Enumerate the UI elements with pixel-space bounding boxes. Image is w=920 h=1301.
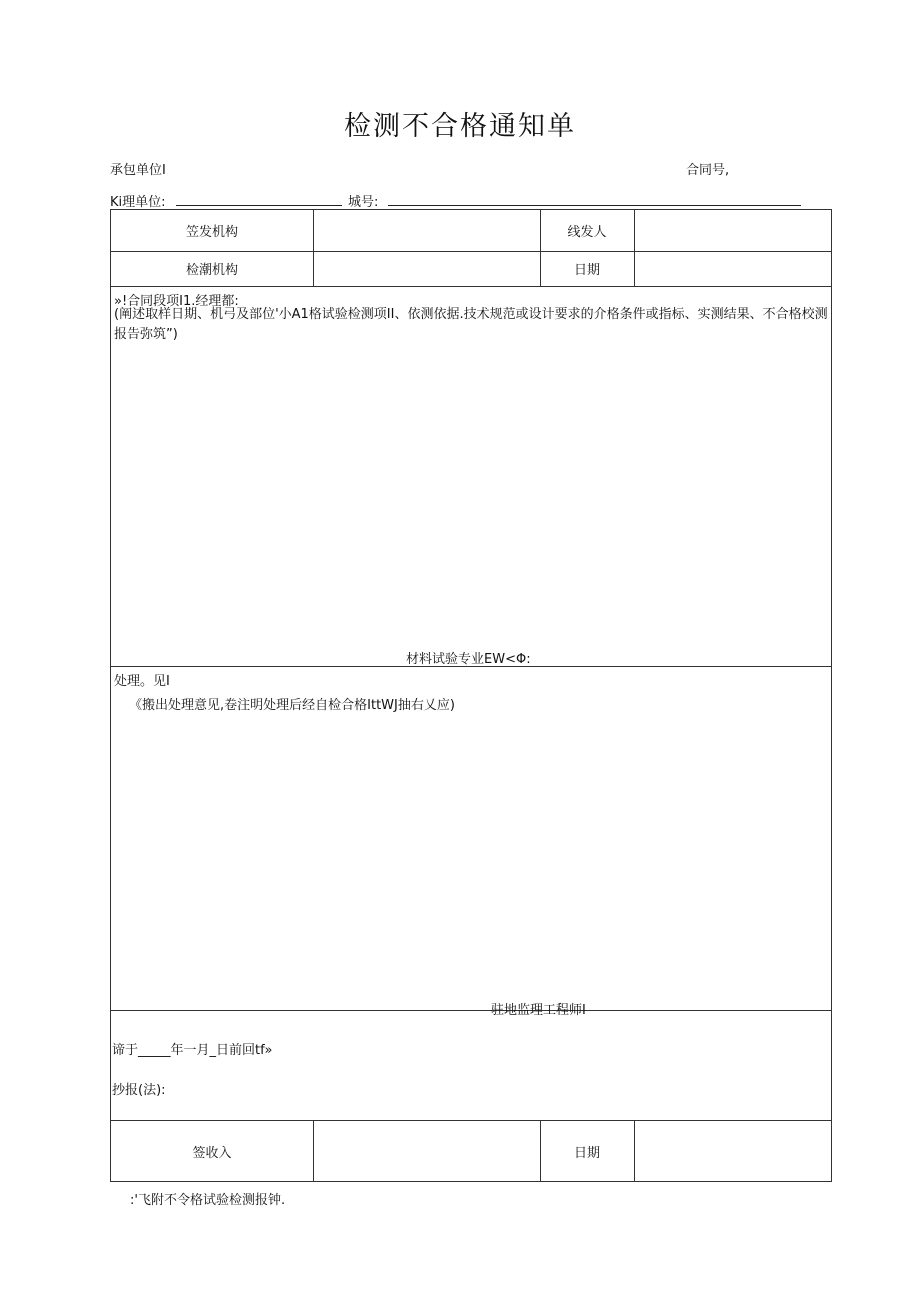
materials-engineer-signature: 材料试验专业EW<Φ: <box>406 652 531 667</box>
row-divider <box>111 286 831 287</box>
number-fill-line <box>388 205 801 206</box>
date-label: 日期 <box>573 263 600 278</box>
section2-instruction: 《搬出处理意见,卷注明处理后经自检合格IttWJ抽右乂应) <box>129 698 455 713</box>
section1-instruction: (阐述取样日期、机弓及部位'小A1格试验检测项II、依测依据.技术规范或设计要求的介格条件或指标、实测结果、不合格校测报告弥筑”) <box>114 307 828 342</box>
contract-no-label: 合同号, <box>686 163 730 178</box>
receiver-label: 签收入 <box>192 1145 232 1161</box>
page-title: 检测不合格通知单 <box>344 111 576 142</box>
section2-heading: 处理。见I <box>114 674 170 689</box>
receipt-date-field[interactable] <box>634 1120 831 1182</box>
supervisor-label: Ki理单位: <box>110 195 166 210</box>
date-field[interactable] <box>634 251 831 286</box>
issuing-org-field[interactable] <box>313 210 540 251</box>
testing-org-label: 检潮机构 <box>185 263 238 278</box>
resident-engineer-signature-clip <box>491 999 651 1018</box>
number-label: 城号: <box>348 195 379 210</box>
issuer-label: 线发人 <box>567 225 607 240</box>
contractor-label: 承包单位I <box>110 163 166 178</box>
notice-form-table <box>110 209 832 1182</box>
supervisor-fill-line <box>176 205 342 206</box>
reply-deadline: 谛于_____年一月_日前回tf» <box>112 1043 273 1058</box>
issuer-field[interactable] <box>634 210 831 251</box>
row-divider <box>111 1010 831 1011</box>
resident-engineer-signature: 驻地监理工程师I <box>491 1003 586 1018</box>
footnote: :'飞附不令格试验检测报钟. <box>130 1193 286 1208</box>
testing-org-field[interactable] <box>313 251 540 286</box>
issuing-org-label: 笠发机构 <box>185 225 238 240</box>
receiver-field[interactable] <box>313 1120 540 1182</box>
receipt-date-label: 日期 <box>573 1145 600 1161</box>
section1-heading: »!合同段项I1.经理都: <box>114 294 239 309</box>
cc-report: 抄报(法): <box>112 1083 166 1098</box>
